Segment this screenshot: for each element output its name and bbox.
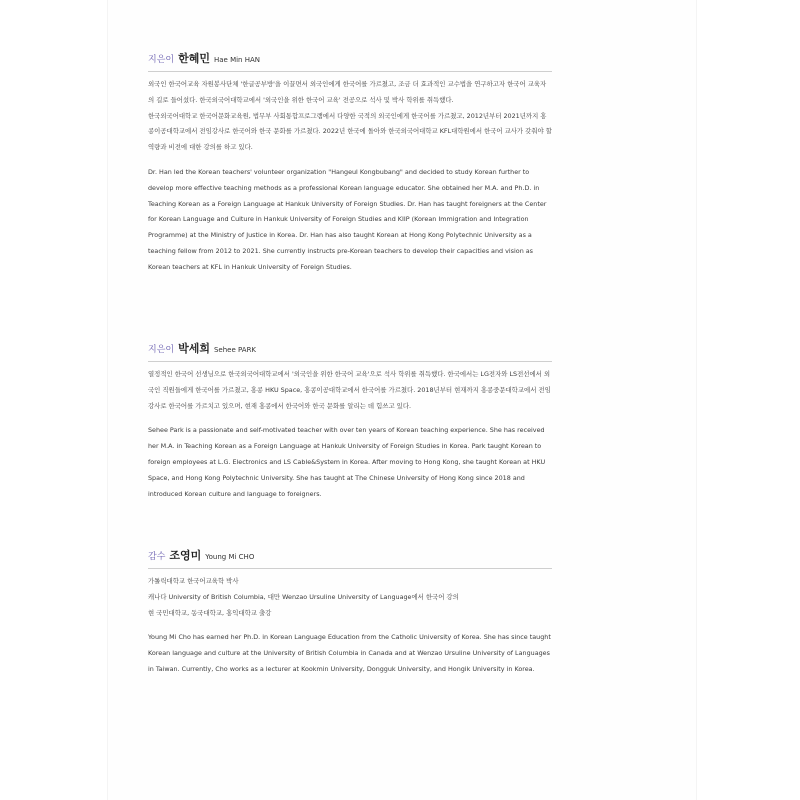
author-name-korean: 박세희	[178, 342, 210, 355]
author-header	[148, 50, 552, 72]
author-name-english: Young Mi CHO	[205, 553, 255, 561]
author-name-english: Sehee PARK	[213, 346, 257, 354]
author-header	[148, 547, 552, 569]
author-role: 지은이	[148, 345, 175, 355]
author-name-english: Hae Min HAN	[213, 56, 261, 64]
author-credential: 가톨릭대학교 한국어교육학 박사	[148, 577, 239, 585]
author-role: 감수	[148, 552, 166, 562]
author-role: 지은이	[148, 55, 175, 65]
author-bio-english: Dr. Han led the Korean teachers' volunteer organization "Hangeul Kongbubang" and decided to study Korean further to develop more effective teaching methods as a professional Korean language educator. She obtained her M.A. and Ph.D. in Teaching Korean as a Foreign Language at Hankuk University of Foreign Studies. Dr. Han has taught foreigners at the Center for Korean Language and Culture in Hankuk University of Foreign Studies and KIIP (Korean Immigration and Integration Programme) at the Ministry of Justice in Korea. Dr. Han has also taught Korean at Hong Kong Polytechnic University as a teaching fellow from 2012 to 2021. She currently instructs pre-Korean teachers to develop their capacities and vision as Korean teachers at KFL in Hankuk University of Foreign Studies.	[148, 167, 547, 271]
author-bio-korean: 열정적인 한국어 선생님으로 한국외국어대학교에서 '외국인을 위한 한국어 교육'으로 석사 학위를 취득했다. 한국에서는 LG전자와 LS전선에서 외국인 직원들에게 한국어를 가르쳤고, 홍콩 HKU Space, 홍콩이공대학교에서 한국어를 가르쳤다. 2018년부터 현재까지 홍콩중문대학교에서 전임강사로 한국어를 가르치고 있으며, 현재 홍콩에서 한국어와 한국 문화를 알리는 데 힘쓰고 있다.	[148, 370, 551, 410]
author-bio-english: Sehee Park is a passionate and self-motivated teacher with over ten years of Korean teaching experience. She has received her M.A. in Teaching Korean as a Foreign Language at Hankuk University of Foreign Studies in Korea. Park taught Korean to foreign employees at L.G. Electronics and LS Cable&System in Korea. After moving to Hong Kong, she taught Korean at HKU Space, and Hong Kong Polytechnic University. She has taught at The Chinese University of Hong Kong since 2018 and introduced Korean culture and language to foreigners.	[148, 426, 546, 498]
author-section-han	[148, 50, 552, 276]
author-bio-english: Young Mi Cho has earned her Ph.D. in Korean Language Education from the Catholic University of Korea. She has since taught Korean language and culture at the University of British Columbia in Canada and at Wenzao Ursuline University of Languages in Taiwan. Currently, Cho works as a lecturer at Kookmin University, Dongguk University, and Hongik University in Korea.	[148, 633, 551, 673]
author-bio-korean: 한국외국어대학교 한국어문화교육원, 법무부 사회통합프로그램에서 다양한 국적의 외국인에게 한국어를 가르쳤고, 2012년부터 2021년까지 홍콩이공대학교에서 전임강사로 한국어와 한국 문화를 가르쳤다. 2022년 한국에 돌아와 한국외국어대학교 KFL대학원에서 한국어 교사가 갖춰야 할 역량과 비전에 대한 강의를 하고 있다.	[148, 111, 552, 152]
author-credential: 캐나다 University of British Columbia, 대만 Wenzao Ursuline University of Language에서 한국어 강의	[148, 592, 459, 601]
author-name-korean: 한혜민	[178, 52, 210, 65]
author-name-korean: 조영미	[169, 549, 202, 562]
author-section-park	[148, 340, 552, 502]
author-bio-korean: 외국인 한국어교육 자원봉사단체 '한글공부방'을 이끌면서 외국인에게 한국어를 가르쳤고, 조금 더 효과적인 교수법을 연구하고자 한국어 교육자의 길로 들어섰다. 한국외국어대학교에서 '외국인을 위한 한국어 교육' 전공으로 석사 및 박사 학위를 취득했다.	[148, 80, 547, 104]
author-section-cho	[148, 547, 552, 678]
author-header	[148, 340, 552, 362]
author-credential: 현 국민대학교, 동국대학교, 홍익대학교 출강	[148, 608, 272, 617]
